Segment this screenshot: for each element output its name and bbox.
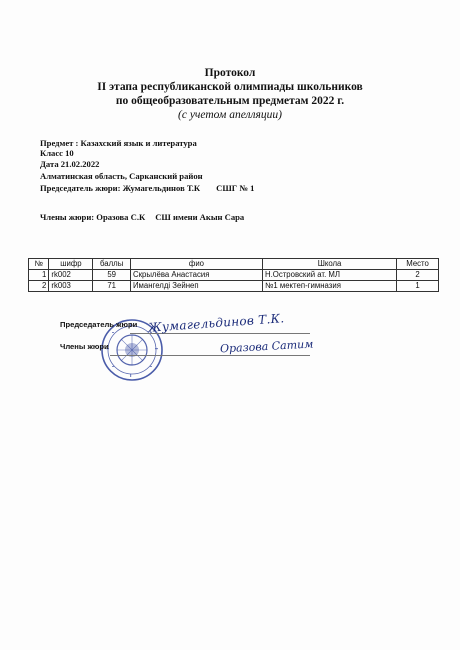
jury-members-line bbox=[40, 212, 244, 222]
cell-number: 1 bbox=[29, 270, 49, 281]
cell-number: 2 bbox=[29, 281, 49, 292]
doc-subtitle-stage: II этапа республиканской олимпиады школьников bbox=[97, 81, 363, 93]
date-line: Дата 21.02.2022 bbox=[40, 159, 100, 169]
cell-school: Н.Островский ат. МЛ bbox=[262, 270, 396, 281]
cell-score: 59 bbox=[93, 270, 131, 281]
table-header-row bbox=[29, 259, 439, 270]
table-row bbox=[29, 281, 439, 292]
members-signature-line bbox=[110, 355, 310, 356]
chair-line bbox=[40, 183, 254, 194]
cell-name: Скрылёва Анастасия bbox=[130, 270, 262, 281]
subject-line: Предмет : Казахский язык и литература bbox=[40, 138, 197, 148]
doc-subtitle-subjects: по общеобразовательным предметам 2022 г. bbox=[115, 95, 345, 107]
table-row bbox=[29, 270, 439, 281]
jury-members: Члены жюри: Оразова С.К bbox=[40, 212, 146, 222]
cell-name: Имангелді Зейнеп bbox=[130, 281, 262, 292]
jury-members-school: СШ имени Акын Сара bbox=[155, 212, 245, 222]
cell-code: rk003 bbox=[49, 281, 93, 292]
chair-signature-label: Председатель жюри bbox=[60, 320, 138, 329]
header-school: Школа bbox=[262, 259, 396, 270]
region-line: Алматинская область, Сарканский район bbox=[40, 171, 203, 181]
cell-code: rk002 bbox=[49, 270, 93, 281]
members-signature-label: Члены жюри bbox=[60, 342, 109, 351]
header-place: Место bbox=[397, 259, 439, 270]
results-table bbox=[28, 258, 439, 292]
header-name: фио bbox=[130, 259, 262, 270]
chair-name: Председатель жюри: Жумагельдинов Т.К bbox=[40, 183, 201, 193]
cell-place: 1 bbox=[397, 281, 439, 292]
header-score: баллы bbox=[93, 259, 131, 270]
chair-signature: Жумагельдинов Т.К. bbox=[147, 311, 285, 335]
doc-subtitle-appeal: (с учетом апелляции) bbox=[178, 109, 282, 121]
cell-place: 2 bbox=[397, 270, 439, 281]
chair-school: СШГ № 1 bbox=[216, 183, 255, 193]
grade-line: Класс 10 bbox=[40, 148, 74, 158]
header-code: шифр bbox=[49, 259, 93, 270]
doc-title: Протокол bbox=[204, 67, 256, 79]
cell-score: 71 bbox=[93, 281, 131, 292]
members-signature: Оразова Сатим bbox=[219, 337, 314, 356]
header-number: № bbox=[29, 259, 49, 270]
cell-school: №1 мектеп-гимназия bbox=[262, 281, 396, 292]
